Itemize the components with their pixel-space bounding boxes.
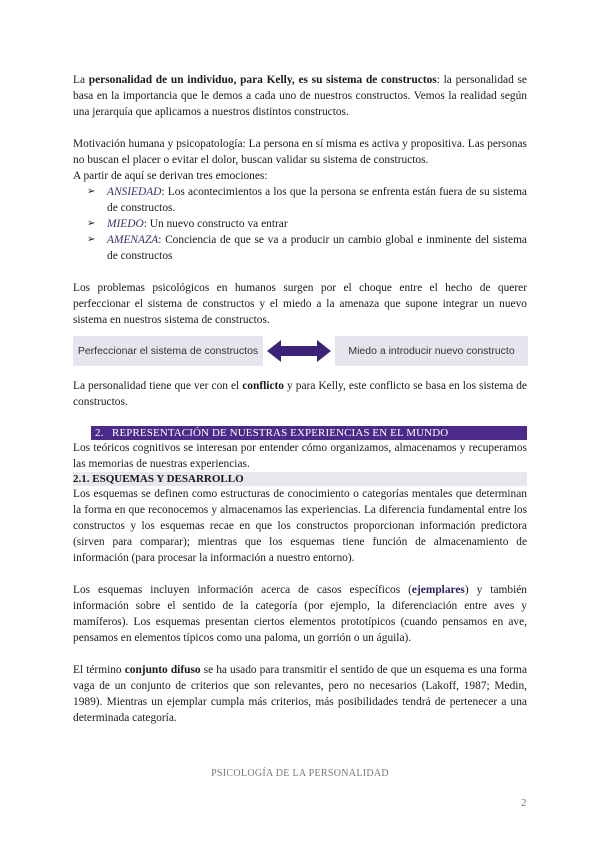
paragraph-emotions-intro: A partir de aquí se derivan tres emociones: bbox=[73, 170, 268, 182]
text: y para Kelly, este conflicto se basa en los sistema de constructos. bbox=[73, 380, 527, 408]
bold-text: personalidad de un individuo, para Kelly, es su sistema de constructos bbox=[88, 74, 437, 86]
text: ) y también información sobre el sentido de la categoría (por ejemplo, la diferenciación entre aves y mamíferos). Los esquemas presentan ciertos elementos prototípicos (cuando pensamos en ave, pensamos en elementos típicos como una paloma, un gorrión o un águila). bbox=[73, 584, 527, 644]
page-footer: PSICOLOGÍA DE LA PERSONALIDAD bbox=[211, 768, 389, 779]
section-number: 2. bbox=[95, 427, 104, 439]
section-header bbox=[91, 426, 527, 440]
paragraph-schemas-examples bbox=[73, 582, 527, 646]
emotion-description: : Los acontecimientos a los que la persona se enfrenta están fuera de su sistema de constructos. bbox=[107, 186, 527, 214]
emotion-term: ANSIEDAD bbox=[107, 186, 162, 198]
paragraph-schemas-definition: Los esquemas se definen como estructuras de conocimiento o categorías mentales que determinan la forma en que reconocemos y almacenamos las experiencias. La diferencia fundamental entre los constructos y los esquemas recae en que los constructos proporcionan información predictora (sirven para comparar); mientras que los esquemas tiene función de almacenamiento de información (para procesar la información a nuestro entorno). bbox=[73, 488, 527, 564]
paragraph-psychological-problems: Los problemas psicológicos en humanos surgen por el choque entre el hecho de querer perfeccionar el sistema de constructos y el miedo a la amenaza que supone integrar un nuevo sistema en nuestros sistema de constructos. bbox=[73, 282, 527, 326]
bold-text: conjunto difuso bbox=[124, 664, 201, 676]
emotion-description: : Un nuevo constructo va entrar bbox=[143, 218, 288, 230]
conflict-diagram bbox=[73, 336, 527, 368]
page-number: 2 bbox=[521, 797, 527, 809]
list-item bbox=[73, 184, 527, 216]
paragraph-kelly-personality bbox=[73, 72, 527, 120]
text: El término bbox=[73, 664, 125, 676]
double-arrow-icon bbox=[267, 340, 331, 362]
emotion-term: MIEDO bbox=[107, 218, 144, 230]
paragraph-motivation: Motivación humana y psicopatología: La persona en sí misma es activa y propositiva. Las personas no buscan el placer o evitar el dolor, buscan validar su sistema de constructos. bbox=[73, 138, 527, 166]
paragraph-fuzzy-set bbox=[73, 662, 527, 726]
text: Los esquemas incluyen información acerca de casos específicos ( bbox=[73, 584, 412, 596]
paragraph-conflict bbox=[73, 378, 527, 410]
arrow-bullet-icon: ➢ bbox=[87, 234, 96, 245]
text: La bbox=[73, 74, 89, 86]
text: se ha usado para transmitir el sentido de que un esquema es una forma vaga de un conjunto de criterios que son relevantes, pero no necesarios (Lakoff, 1987; Medin, 1989). Mientras un ejemplar cumpla más criterios, más posibilidades tendrá de pertenecer a una determinada categoría. bbox=[73, 664, 527, 724]
text: : la personalidad se basa en la importancia que le demos a cada uno de nuestros constructos. Vemos la realidad según una jerarquía que aplicamos a nuestros distintos constructos. bbox=[73, 74, 527, 118]
section-title: REPRESENTACIÓN DE NUESTRAS EXPERIENCIAS EN EL MUNDO bbox=[112, 427, 449, 439]
text: La personalidad tiene que ver con el bbox=[73, 380, 243, 392]
arrow-bullet-icon: ➢ bbox=[87, 186, 96, 197]
document-page bbox=[73, 72, 527, 726]
arrow-bullet-icon: ➢ bbox=[87, 218, 96, 229]
list-item bbox=[73, 216, 527, 232]
list-item bbox=[73, 232, 527, 264]
flow-box-perfect: Perfeccionar el sistema de constructos bbox=[73, 336, 263, 366]
bold-text: ejemplares bbox=[411, 584, 465, 596]
emotions-list bbox=[73, 184, 527, 264]
emotion-term: AMENAZA bbox=[107, 234, 159, 246]
paragraph-cognitive-theorists: Los teóricos cognitivos se interesan por entender cómo organizamos, almacenamos y recuperamos las memorias de nuestras experiencias. bbox=[73, 442, 527, 470]
flow-box-fear: Miedo a introducir nuevo constructo bbox=[335, 336, 528, 366]
bold-text: conflicto bbox=[242, 380, 285, 392]
subsection-header: 2.1. ESQUEMAS Y DESARROLLO bbox=[73, 472, 527, 486]
emotion-description: : Conciencia de que se va a producir un cambio global e inminente del sistema de constructos bbox=[107, 234, 527, 262]
